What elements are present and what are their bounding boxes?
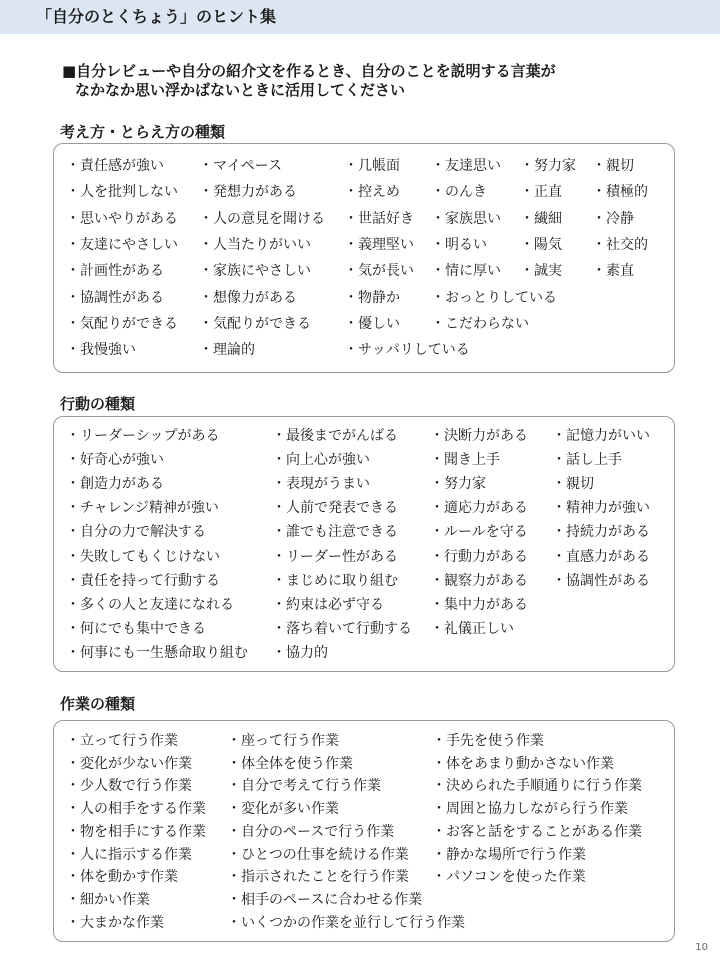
- thinking-trait-item: ・親切: [592, 158, 634, 174]
- work-type-item: ・指示されたことを行う作業: [227, 869, 409, 886]
- thinking-trait-item: ・気配りができる: [66, 315, 178, 332]
- work-type-item: ・体を動かす作業: [66, 869, 178, 886]
- section-heading-behavior: 行動の種類: [60, 395, 136, 413]
- thinking-trait-item: ・気が長い: [344, 263, 414, 280]
- behavior-trait-item: ・協調性がある: [552, 572, 650, 589]
- work-type-item: ・周囲と協力しながら行う作業: [432, 801, 628, 818]
- work-type-item: ・人の相手をする作業: [66, 801, 206, 818]
- thinking-trait-item: ・優しい: [344, 315, 400, 332]
- thinking-trait-item: ・物静か: [344, 289, 400, 306]
- work-type-item: ・物を相手にする作業: [66, 823, 206, 840]
- work-type-item: ・自分のペースで行う作業: [227, 823, 395, 840]
- behavior-trait-item: ・話し上手: [552, 452, 622, 469]
- thinking-trait-item: ・思いやりがある: [66, 210, 178, 227]
- thinking-trait-item: ・冷静: [592, 210, 634, 227]
- work-type-item: ・自分で考えて行う作業: [227, 778, 381, 795]
- behavior-trait-item: ・表現がうまい: [272, 476, 370, 493]
- work-type-item: ・いくつかの作業を並行して行う作業: [227, 914, 465, 931]
- behavior-trait-item: ・持続力がある: [552, 524, 650, 541]
- thinking-trait-item: ・責任感が強い: [66, 158, 164, 174]
- behavior-trait-item: ・礼儀正しい: [430, 620, 514, 637]
- behavior-trait-item: ・リーダー性がある: [272, 548, 398, 565]
- work-type-item: ・変化が多い作業: [227, 801, 339, 818]
- work-type-item: ・静かな場所で行う作業: [432, 846, 586, 863]
- thinking-trait-item: ・正直: [520, 184, 562, 201]
- behavior-trait-item: ・失敗してもくじけない: [66, 548, 220, 565]
- thinking-trait-item: ・サッパリしている: [344, 342, 470, 359]
- behavior-trait-item: ・集中力がある: [430, 596, 528, 613]
- thinking-trait-item: ・友達にやさしい: [66, 236, 178, 253]
- work-type-item: ・変化が少ない作業: [66, 755, 192, 772]
- behavior-trait-item: ・決断力がある: [430, 428, 528, 444]
- behavior-trait-item: ・聞き上手: [430, 452, 500, 469]
- thinking-trait-item: ・計画性がある: [66, 263, 164, 280]
- thinking-trait-item: ・繊細: [520, 210, 562, 227]
- behavior-trait-item: ・親切: [552, 476, 594, 493]
- thinking-trait-item: ・社交的: [592, 236, 648, 253]
- work-type-item: ・立って行う作業: [66, 733, 178, 749]
- work-type-item: ・パソコンを使った作業: [432, 869, 586, 886]
- behavior-trait-item: ・多くの人と友達になれる: [66, 596, 234, 613]
- behavior-trait-item: ・適応力がある: [430, 500, 528, 517]
- behavior-trait-item: ・チャレンジ精神が強い: [66, 500, 219, 517]
- thinking-trait-item: ・友達思い: [431, 158, 501, 174]
- section-heading-work: 作業の種類: [60, 695, 136, 713]
- thinking-trait-item: ・義理堅い: [344, 236, 414, 253]
- thinking-trait-item: ・マイペース: [199, 158, 283, 174]
- behavior-trait-item: ・協力的: [272, 644, 328, 661]
- behavior-trait-item: ・創造力がある: [66, 476, 164, 493]
- behavior-trait-item: ・記憶力がいい: [552, 428, 650, 444]
- thinking-trait-item: ・我慢強い: [66, 342, 136, 359]
- thinking-trait-item: ・気配りができる: [199, 315, 311, 332]
- thinking-trait-item: ・誠実: [520, 263, 562, 280]
- work-type-item: ・大まかな作業: [66, 914, 164, 931]
- thinking-trait-item: ・家族思い: [431, 210, 501, 227]
- thinking-trait-item: ・発想力がある: [199, 184, 297, 201]
- thinking-trait-item: ・想像力がある: [199, 289, 297, 306]
- behavior-trait-item: ・観察力がある: [430, 572, 528, 589]
- work-type-item: ・細かい作業: [66, 891, 150, 908]
- page-number: 10: [695, 942, 708, 953]
- work-type-item: ・少人数で行う作業: [66, 778, 192, 795]
- work-type-item: ・人に指示する作業: [66, 846, 192, 863]
- work-type-item: ・相手のペースに合わせる作業: [227, 891, 423, 908]
- behavior-trait-item: ・リーダーシップがある: [66, 428, 220, 444]
- thinking-trait-item: ・人の意見を聞ける: [199, 210, 325, 227]
- work-type-item: ・ひとつの仕事を続ける作業: [227, 846, 409, 863]
- behavior-trait-item: ・誰でも注意できる: [272, 524, 398, 541]
- thinking-trait-item: ・人を批判しない: [66, 184, 178, 201]
- intro-line-1: ■自分レビューや自分の紹介文を作るとき、自分のことを説明する言葉が: [62, 62, 556, 80]
- thinking-trait-item: ・積極的: [592, 184, 648, 201]
- thinking-trait-item: ・努力家: [520, 158, 576, 174]
- behavior-trait-item: ・何にでも集中できる: [66, 620, 206, 637]
- behavior-trait-item: ・最後までがんばる: [272, 428, 398, 444]
- intro-text: [62, 62, 556, 100]
- work-type-item: ・決められた手順通りに行う作業: [432, 778, 642, 795]
- behavior-trait-item: ・自分の力で解決する: [66, 524, 206, 541]
- behavior-trait-item: ・努力家: [430, 476, 486, 493]
- behavior-trait-item: ・責任を持って行動する: [66, 572, 220, 589]
- thinking-trait-item: ・陽気: [520, 236, 562, 253]
- behavior-trait-item: ・行動力がある: [430, 548, 528, 565]
- behavior-trait-item: ・精神力が強い: [552, 500, 650, 517]
- behavior-traits-box: [53, 416, 675, 672]
- thinking-trait-item: ・明るい: [431, 236, 487, 253]
- thinking-trait-item: ・情に厚い: [431, 263, 501, 280]
- thinking-trait-item: ・おっとりしている: [431, 289, 557, 306]
- thinking-trait-item: ・理論的: [199, 342, 255, 359]
- work-types-box: [53, 720, 675, 942]
- thinking-trait-item: ・協調性がある: [66, 289, 164, 306]
- behavior-trait-item: ・ルールを守る: [430, 524, 528, 541]
- work-type-item: ・お客と話をすることがある作業: [432, 823, 642, 840]
- behavior-trait-item: ・まじめに取り組む: [272, 572, 398, 589]
- behavior-trait-item: ・何事にも一生懸命取り組む: [66, 644, 248, 661]
- thinking-trait-item: ・こだわらない: [431, 315, 529, 332]
- thinking-traits-box: [53, 143, 675, 373]
- behavior-trait-item: ・落ち着いて行動する: [272, 620, 412, 637]
- behavior-trait-item: ・約束は必ず守る: [272, 596, 384, 613]
- thinking-trait-item: ・素直: [592, 263, 634, 280]
- page-title: 「自分のとくちょう」のヒント集: [36, 7, 277, 26]
- work-type-item: ・体をあまり動かさない作業: [432, 755, 614, 772]
- behavior-trait-item: ・向上心が強い: [272, 452, 370, 469]
- thinking-trait-item: ・のんき: [431, 184, 487, 201]
- thinking-trait-item: ・几帳面: [344, 158, 400, 174]
- behavior-trait-item: ・好奇心が強い: [66, 452, 164, 469]
- thinking-trait-item: ・家族にやさしい: [199, 263, 311, 280]
- thinking-trait-item: ・世話好き: [344, 210, 414, 227]
- work-type-item: ・座って行う作業: [227, 733, 339, 749]
- work-type-item: ・手先を使う作業: [432, 733, 544, 749]
- work-type-item: ・体全体を使う作業: [227, 755, 353, 772]
- thinking-trait-item: ・控えめ: [344, 184, 400, 201]
- section-heading-thinking: 考え方・とらえ方の種類: [60, 123, 226, 141]
- thinking-trait-item: ・人当たりがいい: [199, 236, 311, 253]
- intro-line-2: なかなか思い浮かばないときに活用してください: [75, 81, 406, 99]
- behavior-trait-item: ・人前で発表できる: [272, 500, 398, 517]
- behavior-trait-item: ・直感力がある: [552, 548, 650, 565]
